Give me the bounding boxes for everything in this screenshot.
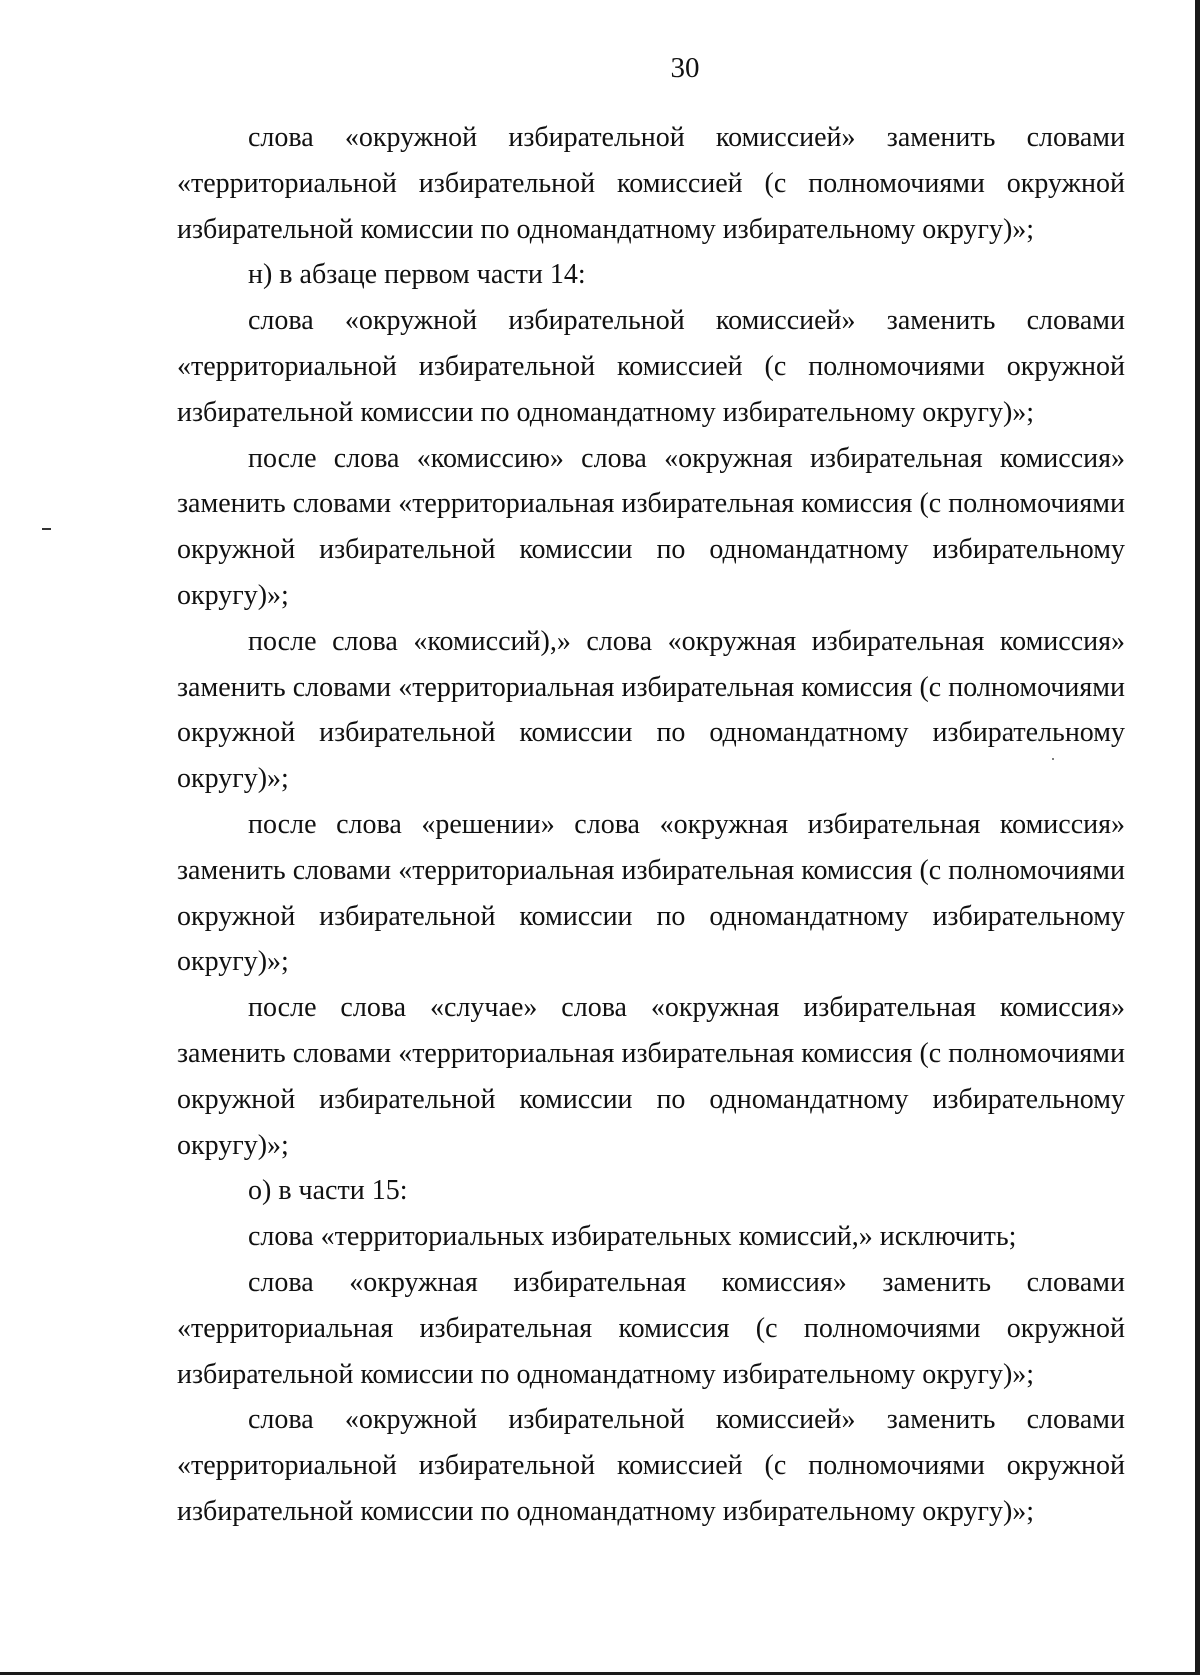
paragraph-after-komissiy: после слова «комиссий),» слова «окружная избирательная комиссия» заменить словами «территориальная избирательная комиссия (с полномочиями окружной избирательной комиссии по одномандатному избирательному округу)»;	[177, 625, 1125, 795]
paragraph-words-replace-3: слова «окружная избирательная комиссия» заменить словами «территориальная избирательная комиссия (с полномочиями окружной избирательной комиссии по одномандатному избирательному округу)»;	[177, 1266, 1125, 1390]
paragraph-words-replace-2: слова «окружной избирательной комиссией» заменить словами «территориальной избирательной комиссией (с полномочиями окружной избирательной комиссии по одномандатному избирательному округу)»;	[177, 305, 1125, 428]
paragraph-after-sluchae: после слова «случае» слова «окружная избирательная комиссия» заменить словами «территориальная избирательная комиссия (с полномочиями окружной избирательной комиссии по одномандатному избирательному округу)»;	[177, 992, 1125, 1161]
paragraph-after-reshenii: после слова «решении» слова «окружная избирательная комиссия» заменить словами «территориальная избирательная комиссия (с полномочиями окружной избирательной комиссии по одномандатному избирательному округу)»;	[177, 808, 1125, 978]
page-number: 30	[670, 52, 700, 84]
scan-border-right	[1195, 0, 1200, 1675]
paragraph-words-replace-4: слова «окружной избирательной комиссией» заменить словами «территориальной избирательной комиссией (с полномочиями окружной избирательной комиссии по одномандатному избирательному округу)»;	[177, 1404, 1125, 1527]
paragraph-item-o: о) в части 15:	[248, 1175, 408, 1207]
paragraph-exclude-words: слова «территориальных избирательных комиссий,» исключить;	[248, 1221, 1017, 1253]
scan-mark	[42, 528, 51, 530]
paragraph-words-replace-1: слова «окружной избирательной комиссией» заменить словами «территориальной избирательной комиссией (с полномочиями окружной избирательной комиссии по одномандатному избирательному округу)»;	[177, 122, 1125, 245]
paragraph-item-n: н) в абзаце первом части 14:	[248, 259, 586, 291]
document-body	[177, 115, 1125, 1535]
paragraph-after-komissiyu: после слова «комиссию» слова «окружная избирательная комиссия» заменить словами «территориальная избирательная комиссия (с полномочиями окружной избирательной комиссии по одномандатному избирательному округу)»;	[177, 442, 1125, 611]
